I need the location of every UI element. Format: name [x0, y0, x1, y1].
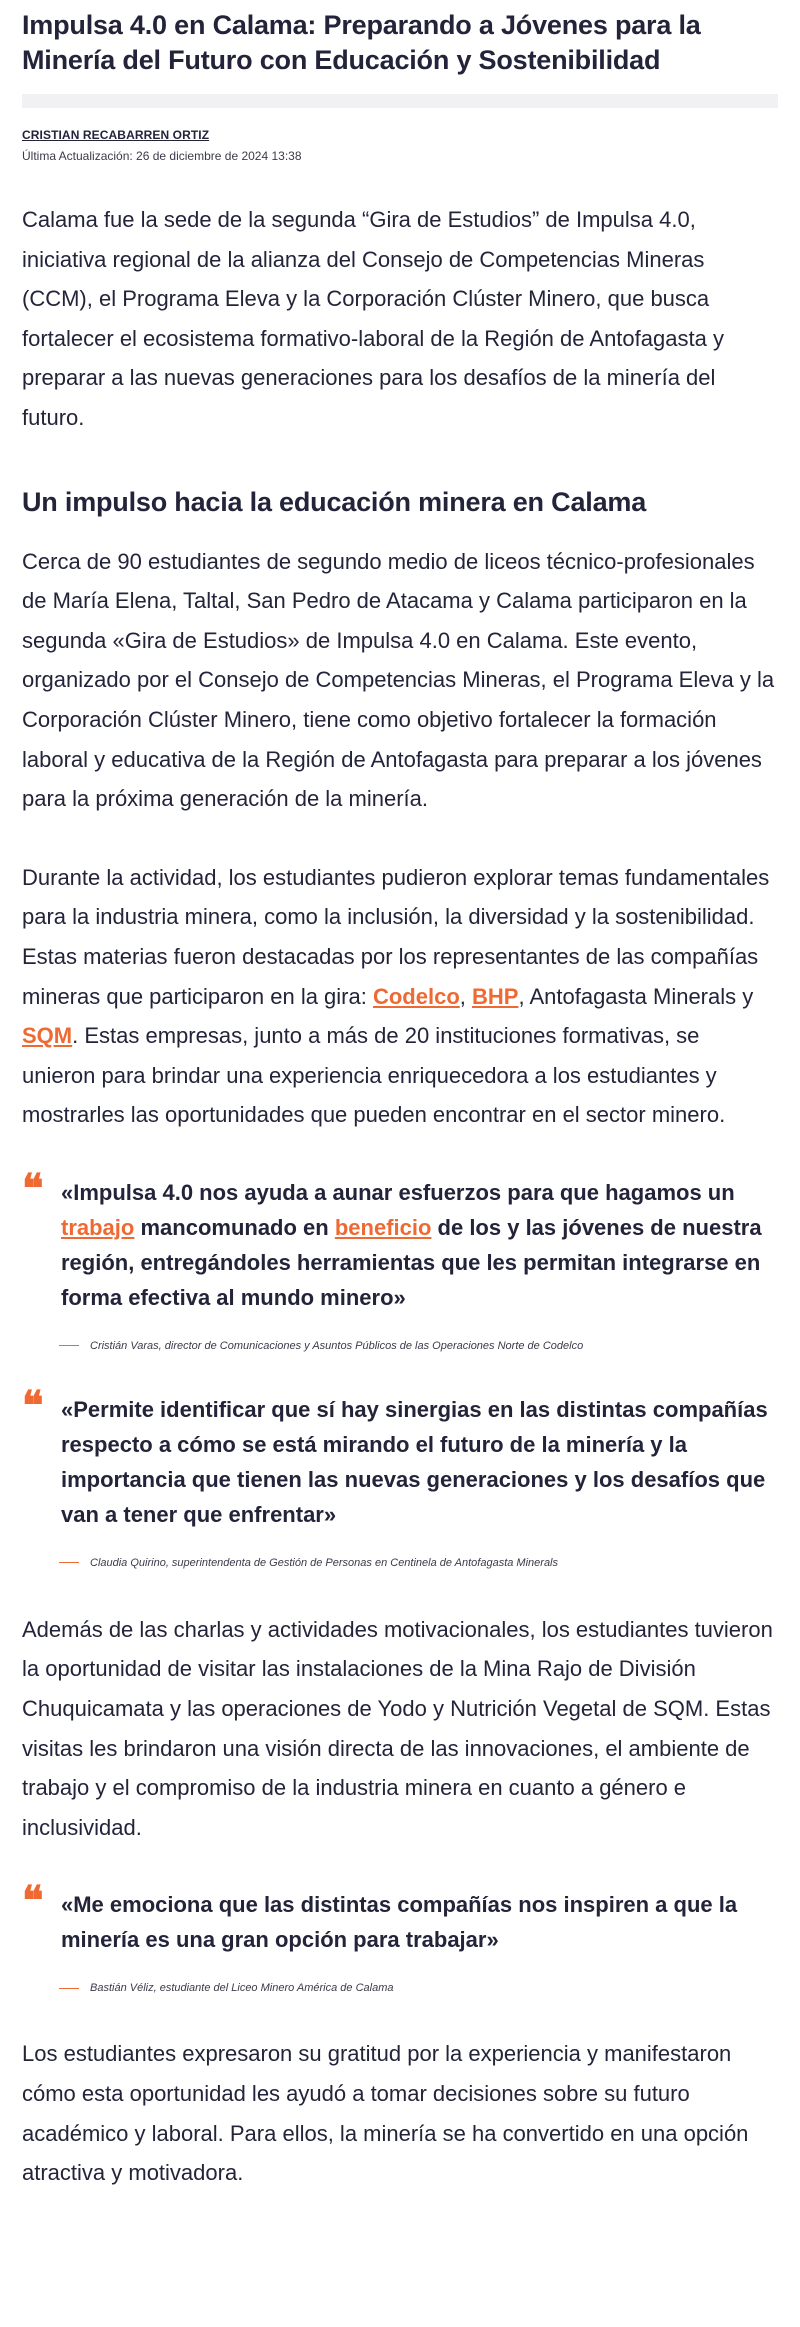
quote-citation: [59, 1982, 778, 1994]
title-divider: [22, 94, 778, 108]
quote-text: «Permite identificar que sí hay sinergias en las distintas compañías respecto a cómo se está mirando el futuro de la minería y la importancia que tienen las nuevas generaciones y los desafíos que van a tener que enfrentar»: [61, 1396, 768, 1527]
quote-citation: [59, 1340, 778, 1352]
sqm-link[interactable]: SQM: [22, 1023, 73, 1049]
citation-line: [59, 1988, 79, 1989]
quote-text: «Me emociona que las distintas compañías nos inspiren a que la minería es una gran opción para trabajar»: [61, 1892, 738, 1953]
paragraph-conclusion: Los estudiantes expresaron su gratitud por la experiencia y manifestaron cómo esta oportunidad les ayudó a tomar decisiones sobre su futuro académico y laboral. Para ellos, la minería se ha convertido en una opción atractiva y motivadora.: [22, 2041, 749, 2186]
quote-text-part: mancomunado en: [134, 1214, 335, 1240]
citation-line: [59, 1562, 79, 1563]
article-title: Impulsa 4.0 en Calama: Preparando a Jóvenes para la Minería del Futuro con Educación y Sostenibilidad: [22, 10, 701, 75]
quote-text: [61, 1175, 778, 1315]
beneficio-link[interactable]: beneficio: [334, 1214, 432, 1240]
separator: ,: [459, 983, 472, 1009]
article: [0, 8, 800, 2193]
paragraph-companies: [22, 858, 778, 1135]
quote-icon: ❝: [22, 1381, 44, 1429]
citation-text: Cristián Varas, director de Comunicaciones y Asuntos Públicos de las Operaciones Norte de Codelco: [90, 1339, 584, 1352]
quote-veliz: [22, 1877, 778, 1995]
codelco-link[interactable]: Codelco: [372, 983, 460, 1009]
paragraph-text: , Antofagasta Minerals y: [518, 983, 754, 1009]
paragraph-visits: Además de las charlas y actividades motivacionales, los estudiantes tuvieron la oportunidad de visitar las instalaciones de la Mina Rajo de División Chuquicamata y las operaciones de Yodo y Nutrición Vegetal de SQM. Estas visitas les brindaron una visión directa de las innovaciones, el ambiente de trabajo y el compromiso de la industria minera en cuanto a género e inclusividad.: [22, 1616, 773, 1840]
paragraph-text: Durante la actividad, los estudiantes pudieron explorar temas fundamentales para la industria minera, como la inclusión, la diversidad y la sostenibilidad. Estas materias fueron destacadas por los representantes de las compañías mineras que participaron en la gira:: [22, 864, 770, 1009]
quote-icon: ❝: [22, 1877, 44, 1925]
quote-quirino: [22, 1381, 778, 1569]
quote-icon: ❝: [22, 1164, 44, 1212]
paragraph-participants: Cerca de 90 estudiantes de segundo medio de liceos técnico-profesionales de María Elena, Taltal, San Pedro de Atacama y Calama participaron en la segunda «Gira de Estudios» de Impulsa 4.0 en Calama. Este evento, organizado por el Consejo de Competencias Mineras, el Programa Eleva y la Corporación Clúster Minero, tiene como objetivo fortalecer la formación laboral y educativa de la Región de Antofagasta para preparar a los jóvenes para la próxima generación de la minería.: [22, 548, 775, 812]
intro-paragraph: Calama fue la sede de la segunda “Gira de Estudios” de Impulsa 4.0, iniciativa regional de la alianza del Consejo de Competencias Mineras (CCM), el Programa Eleva y la Corporación Clúster Minero, que busca fortalecer el ecosistema formativo-laboral de la Región de Antofagasta y preparar a las nuevas generaciones para los desafíos de la minería del futuro.: [22, 207, 724, 430]
quote-citation: [59, 1557, 778, 1569]
citation-text: Claudia Quirino, superintendenta de Gestión de Personas en Centinela de Antofagasta Minerals: [90, 1556, 558, 1569]
paragraph-text: . Estas empresas, junto a más de 20 instituciones formativas, se unieron para brindar una experiencia enriquecedora a los estudiantes y mostrarles las oportunidades que pueden encontrar en el sector minero.: [22, 1023, 726, 1128]
citation-line: [59, 1345, 79, 1346]
section-heading: Un impulso hacia la educación minera en Calama: [22, 486, 647, 517]
author-link[interactable]: CRISTIAN RECABARREN ORTIZ: [22, 128, 210, 142]
quote-varas: [22, 1164, 778, 1352]
citation-text: Bastián Véliz, estudiante del Liceo Minero América de Calama: [90, 1982, 394, 1995]
quote-text-part: de los y las jóvenes de nuestra región, entregándoles herramientas que les permitan integrarse en forma efectiva al mundo minero»: [61, 1214, 762, 1310]
quote-text-part: «Impulsa 4.0 nos ayuda a aunar esfuerzos para que hagamos un: [61, 1179, 735, 1205]
bhp-link[interactable]: BHP: [472, 983, 519, 1009]
trabajo-link[interactable]: trabajo: [61, 1214, 135, 1240]
last-updated: Última Actualización: 26 de diciembre de 2024 13:38: [22, 149, 302, 163]
